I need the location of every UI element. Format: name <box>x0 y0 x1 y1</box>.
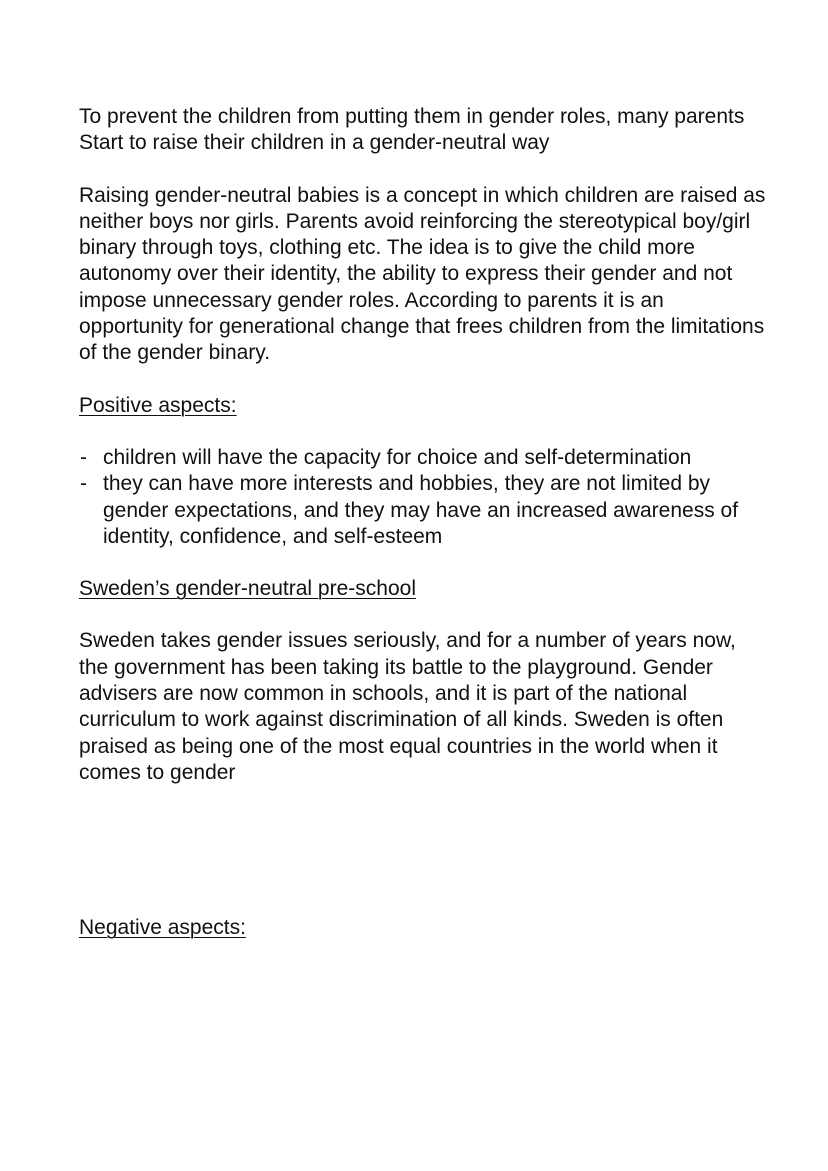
list-item <box>79 471 769 550</box>
list-item <box>79 445 769 471</box>
sweden-preschool-heading: Sweden’s gender-neutral pre-school <box>79 577 416 601</box>
list-item-text: children will have the capacity for choice and self-determination <box>103 445 692 469</box>
concept-paragraph: Raising gender-neutral babies is a concept in which children are raised as neither boys nor girls. Parents avoid reinforcing the stereotypical boy/girl binary through toys, clothing etc. The idea is to give the child more autonomy over their identity, the ability to express their gender and not impose unnecessary gender roles. According to parents it is an opportunity for generational change that frees children from the limitations of the gender binary. <box>79 183 766 365</box>
list-item-text: they can have more interests and hobbies, they are not limited by gender expectations, and they may have an increased awareness of identity, confidence, and self-esteem <box>103 472 739 548</box>
document-page <box>79 104 769 968</box>
positive-aspects-heading: Positive aspects: <box>79 393 237 417</box>
sweden-paragraph: Sweden takes gender issues seriously, and for a number of years now, the government has been taking its battle to the playground. Gender advisers are now common in schools, and it is part of the national curriculum to work against discrimination of all kinds. Sweden is often praised as being one of the most equal countries in the world when it comes to gender <box>79 629 736 784</box>
positive-aspects-list <box>79 445 769 550</box>
bullet-dash: - <box>80 472 87 496</box>
bullet-dash: - <box>80 445 87 469</box>
negative-aspects-heading: Negative aspects: <box>79 916 246 940</box>
intro-paragraph: To prevent the children from putting them in gender roles, many parents Start to raise their children in a gender-neutral way <box>79 105 745 155</box>
blank-space <box>79 812 769 915</box>
